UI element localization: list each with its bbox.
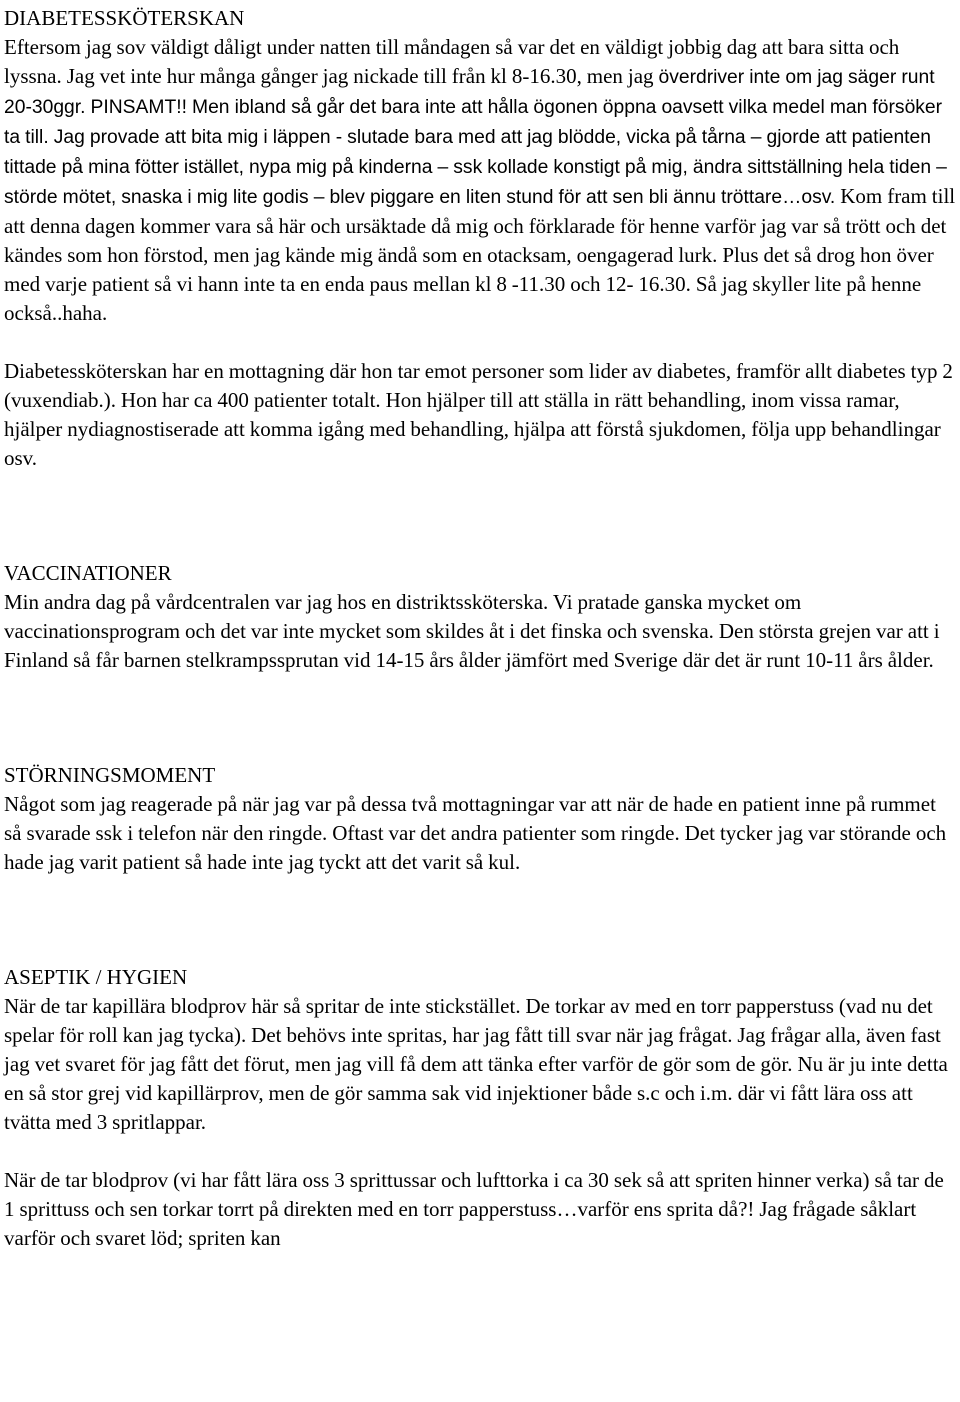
hygiene-paragraph-1: När de tar kapillära blodprov här så spritar de inte stickstället. De torkar av med en torr papperstuss (vad nu det spelar för roll kan jag tycka). Det behövs inte spritas, har jag fått till svar när jag frågat. Jag frågar alla, även fast jag vet svaret för jag fått det förut, men jag vill få dem att tänka efter varför de gör som de gör. Nu är ju inte detta en så stor grej vid kapillärprov, men de gör samma sak vid injektioner både s.c och i.m. där vi fått lära oss att tvätta med 3 spritlappar. bbox=[4, 994, 948, 1134]
paragraph-spacer bbox=[4, 328, 956, 357]
section-spacer bbox=[4, 473, 956, 559]
diabetes-paragraph-1-part-c: Kom fram till att denna dagen kommer vara så här och ursäktade då mig och förklarade för henne varför jag var så trött och det kändes som hon förstod, men jag kände mig ändå som en otacksam, oengagerad lurk. Plus det så drog hon över med varje patient så vi hann inte ta en enda paus mellan kl 8 -11.30 och 12- 16.30. Så jag skyller lite på henne också..haha. bbox=[4, 184, 956, 325]
section-title-aseptik-hygien: ASEPTIK / HYGIEN bbox=[4, 965, 188, 989]
diabetes-paragraph-1-part-b: överdriver inte om jag säger runt 20-30ggr. PINSAMT!! Men ibland så går det bara inte att hålla ögonen öppna oavsett vilka medel man försöker ta till. Jag provade att bita mig i läppen - slutade bara med att jag blödde, vicka på tårna – gjorde att patienten tittade på mina fötter istället, nypa mig på kinderna – ssk kollade konstigt på mig, ändra sittställning hela tiden – störde mötet, snaska i mig lite godis – blev piggare en liten stund för att sen bli ännu tröttare…osv. bbox=[4, 67, 947, 208]
diabetes-paragraph-1 bbox=[4, 33, 956, 328]
diabetes-paragraph-1-part-a: Eftersom jag sov väldigt dåligt under natten till måndagen så var det en väldigt jobbig dag att bara sitta och lyssna. Jag vet inte hur många gånger jag nickade till från kl 8-16.30, men jag bbox=[4, 35, 900, 88]
disturbance-paragraph: Något som jag reagerade på när jag var på dessa två mottagningar var att när de hade en patient inne på rummet så svarade ssk i telefon när den ringde. Oftast var det andra patienter som ringde. Det tycker jag var störande och hade jag varit patient så hade inte jag tyckt att det varit så kul. bbox=[4, 792, 947, 874]
section-title-störningsmoment: STÖRNINGSMOMENT bbox=[4, 763, 216, 787]
section-title-vaccinationer: VACCINATIONER bbox=[4, 561, 172, 585]
diabetes-paragraph-2: Diabetessköterskan har en mottagning där hon tar emot personer som lider av diabetes, framför allt diabetes typ 2 (vuxendiab.). Hon har ca 400 patienter totalt. Hon hjälper till att ställa in rätt behandling, inom vissa ramar, hjälper nydiagnostiserade att komma igång med behandling, hjälpa att förstå sjukdomen, följa upp behandlingar osv. bbox=[4, 359, 953, 470]
vaccination-paragraph: Min andra dag på vårdcentralen var jag hos en distriktssköterska. Vi pratade ganska mycket om vaccinationsprogram och det var inte mycket som skildes åt i det finska och svenska. Den största grejen var att i Finland så får barnen stelkrampssprutan vid 14-15 års ålder jämfört med Sverige där det är runt 10-11 års ålder. bbox=[4, 590, 940, 672]
section-spacer bbox=[4, 877, 956, 963]
hygiene-paragraph-2: När de tar blodprov (vi har fått lära oss 3 sprittussar och lufttorka i ca 30 sek så att spriten hinner verka) så tar de 1 sprittuss och sen torkar torrt på direkten med en torr papperstuss…varför ens sprita då?! Jag frågade såklart varför och svaret löd; spriten kan bbox=[4, 1168, 944, 1250]
section-title-diabetessköterskan: DIABETESSKÖTERSKAN bbox=[4, 6, 245, 30]
paragraph-spacer bbox=[4, 1137, 956, 1166]
section-spacer bbox=[4, 675, 956, 761]
